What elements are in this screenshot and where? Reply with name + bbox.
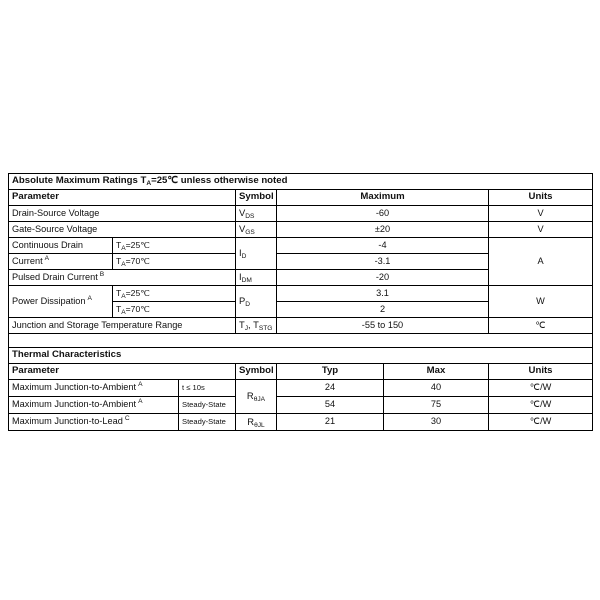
parameter-superscript: A [87, 294, 92, 302]
condition-main: T [116, 287, 122, 298]
symbol-sub: θJA [253, 396, 266, 404]
symbol-main: T [239, 319, 245, 331]
abs-max-section-title [9, 174, 593, 190]
row-maximum: -4 [277, 238, 489, 254]
row-maximum: ±20 [277, 222, 489, 238]
parameter-text: Maximum Junction-to-Lead [12, 416, 123, 427]
header-typ: Typ [277, 364, 384, 380]
symbol-main: R [247, 415, 255, 427]
row-maximum: -60 [277, 206, 489, 222]
condition-sub: A [121, 260, 126, 268]
row-parameter [9, 254, 113, 270]
row-maximum: -3.1 [277, 254, 489, 270]
row-units: ℃/W [489, 397, 593, 414]
spacer-cell [9, 334, 593, 348]
condition-rest: =70℃ [125, 303, 150, 314]
symbol-main: I [239, 271, 242, 283]
symbol-main: I [239, 247, 242, 259]
header-maximum: Maximum [277, 190, 489, 206]
abs-max-title-sub: A [146, 180, 152, 188]
row-units: W [489, 286, 593, 318]
symbol-main: R [246, 390, 254, 402]
row-condition: Steady-State [179, 397, 236, 414]
condition-main: T [116, 239, 122, 250]
symbol-main: V [239, 223, 246, 235]
row-max: 40 [384, 380, 489, 397]
row-units: ℃/W [489, 414, 593, 431]
symbol-main: V [239, 207, 246, 219]
symbol-sub: DM [241, 277, 252, 285]
row-units: ℃/W [489, 380, 593, 397]
abs-max-section-title-row [9, 174, 593, 190]
abs-max-title-text: Absolute Maximum Ratings T [12, 175, 147, 187]
row-maximum: 2 [277, 302, 489, 318]
row-units: V [489, 206, 593, 222]
row-condition: Steady-State [179, 414, 236, 431]
symbol-sub: D [245, 301, 251, 309]
table-row [9, 397, 593, 414]
row-parameter: Continuous Drain [9, 238, 113, 254]
row-symbol [236, 286, 277, 318]
row-typ: 54 [277, 397, 384, 414]
row-symbol [236, 206, 277, 222]
header-units: Units [489, 190, 593, 206]
thermal-section-title: Thermal Characteristics [9, 348, 593, 364]
parameter-text: Pulsed Drain Current [12, 271, 98, 282]
condition-sub: A [121, 308, 126, 316]
abs-max-header-row [9, 190, 593, 206]
condition-main: T [116, 255, 122, 266]
row-parameter [9, 270, 236, 286]
row-condition [113, 286, 236, 302]
parameter-text: Current [12, 255, 43, 266]
header-units: Units [489, 364, 593, 380]
table-row [9, 380, 593, 397]
row-parameter: Gate-Source Voltage [9, 222, 236, 238]
row-symbol [236, 270, 277, 286]
parameter-superscript: A [44, 254, 50, 262]
row-parameter [9, 286, 113, 318]
header-max: Max [384, 364, 489, 380]
row-parameter [9, 397, 179, 414]
table-row [9, 222, 593, 238]
row-parameter [9, 380, 179, 397]
parameter-superscript: A [138, 398, 143, 406]
datasheet-tables [8, 173, 592, 431]
row-parameter: Drain-Source Voltage [9, 206, 236, 222]
condition-rest: =25℃ [125, 239, 150, 250]
row-condition [113, 254, 236, 270]
condition-main: T [116, 303, 122, 314]
symbol-sub: D [241, 253, 247, 261]
table-row [9, 286, 593, 302]
row-units: ℃ [489, 318, 593, 334]
symbol-sub: DS [245, 213, 255, 221]
row-symbol [236, 222, 277, 238]
row-maximum: -20 [277, 270, 489, 286]
symbol-main2: , T [248, 319, 259, 331]
row-max: 75 [384, 397, 489, 414]
row-max: 30 [384, 414, 489, 431]
row-typ: 24 [277, 380, 384, 397]
header-parameter: Parameter [9, 190, 236, 206]
row-parameter: Junction and Storage Temperature Range [9, 318, 236, 334]
header-symbol: Symbol [236, 190, 277, 206]
condition-rest: =25℃ [125, 287, 150, 298]
row-maximum: 3.1 [277, 286, 489, 302]
symbol-sub: GS [245, 229, 255, 237]
row-condition: t ≤ 10s [179, 380, 236, 397]
row-typ: 21 [277, 414, 384, 431]
condition-sub: A [121, 292, 126, 300]
parameter-text: Maximum Junction-to-Ambient [12, 382, 137, 393]
table-row [9, 206, 593, 222]
row-parameter [9, 414, 179, 431]
row-symbol [236, 380, 277, 414]
header-symbol: Symbol [236, 364, 277, 380]
table-row [9, 318, 593, 334]
row-symbol [236, 414, 277, 431]
parameter-superscript: A [138, 381, 143, 389]
condition-sub: A [121, 244, 126, 252]
parameter-text: Power Dissipation [12, 295, 86, 306]
thermal-header-row [9, 364, 593, 380]
header-parameter: Parameter [9, 364, 236, 380]
condition-rest: =70℃ [125, 255, 150, 266]
parameter-text: Maximum Junction-to-Ambient [12, 399, 137, 410]
table-spacer-row [9, 334, 593, 348]
symbol-sub2: STG [258, 325, 273, 333]
symbol-sub: θJL [254, 421, 265, 429]
row-symbol [236, 238, 277, 270]
table-row [9, 414, 593, 431]
row-units: V [489, 222, 593, 238]
row-maximum: -55 to 150 [277, 318, 489, 334]
row-symbol [236, 318, 277, 334]
symbol-main: P [239, 295, 246, 307]
row-units: A [489, 238, 593, 286]
thermal-section-title-row [9, 348, 593, 364]
parameter-superscript: C [124, 415, 130, 423]
table-row [9, 238, 593, 254]
symbol-sub: J [244, 325, 249, 333]
row-condition [113, 302, 236, 318]
abs-max-title-rest: =25℃ unless otherwise noted [151, 175, 288, 187]
row-condition [113, 238, 236, 254]
parameter-superscript: B [99, 270, 105, 278]
thermal-characteristics-table [8, 347, 593, 431]
absolute-maximum-ratings-table [8, 173, 593, 348]
